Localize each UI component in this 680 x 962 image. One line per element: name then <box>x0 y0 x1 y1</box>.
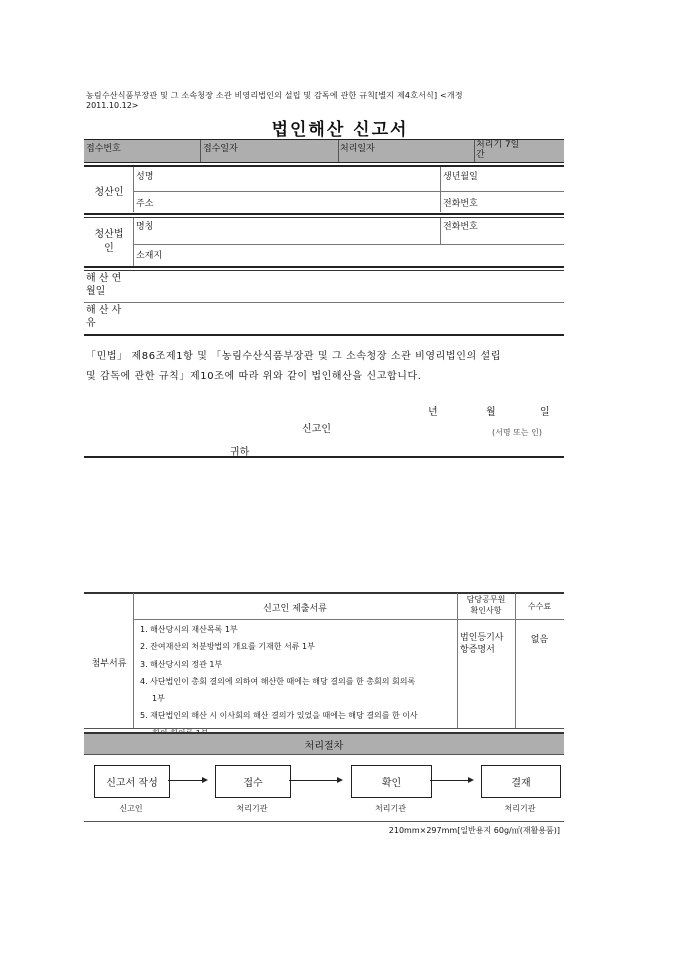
fee-header: 수수료 <box>527 602 552 611</box>
paper-spec: 210mm×297mm[일반용지 60g/㎡(재활용품)] <box>388 826 560 835</box>
step-box-approval: 결재 <box>481 765 561 798</box>
list-item: 5. 재단법인의 해산 시 이사회의 해산 결의가 있었을 때에는 해당 결의를 한 이사 <box>140 711 418 721</box>
process-date-label: 처리일자 <box>340 144 375 154</box>
arrow-icon <box>168 780 206 781</box>
form-title: 법인해산 신고서 <box>271 120 409 140</box>
receipt-date-label: 접수일자 <box>203 144 238 154</box>
dissolution-reason-label: 해 산 사 유 <box>86 305 122 329</box>
step-box-receipt: 접수 <box>215 765 291 798</box>
liquidator-section-label: 청산인 <box>94 187 124 198</box>
corp-phone-label: 전화번호 <box>443 222 478 232</box>
step-actor: 신고인 <box>119 804 143 813</box>
declaration-line-1: 「민법」 제86조제1항 및 「농림수산식품부장관 및 그 소속청장 소관 비영리법인의 설립 <box>86 351 502 362</box>
process-period-label: 처리기 7일 간 <box>476 140 520 160</box>
regulation-line-1: 농림수산식품부장관 및 그 소속청장 소관 비영리법인의 설립 및 감독에 관한 규칙[별지 제4호서식] <개정 <box>86 91 463 100</box>
receipt-number-label: 접수번호 <box>86 144 121 154</box>
liquidator-address-label: 주소 <box>136 199 154 209</box>
attachments-row-label: 첨부서류 <box>91 659 127 669</box>
declaration-line-2: 및 감독에 관한 규칙」제10조에 따라 위와 같이 법인해산을 신고합니다. <box>86 371 422 382</box>
dissolution-date-label: 해 산 연 월일 <box>86 273 122 297</box>
step-box-write: 신고서 작성 <box>94 765 170 798</box>
step-actor: 처리기관 <box>504 804 536 813</box>
step-actor: 처리기관 <box>375 804 406 813</box>
date-month-label: 월 <box>486 407 496 418</box>
regulation-line-2: 2011.10.12> <box>86 101 139 110</box>
list-item: 1부 <box>152 694 165 704</box>
liquidator-phone-label: 전화번호 <box>443 199 478 209</box>
arrow-icon <box>430 780 472 781</box>
official-check-item: 법인등기사 항증명서 <box>460 633 504 655</box>
list-item: 2. 잔여재산의 처분방법의 개요를 기재한 서류 1부 <box>140 642 315 652</box>
step-box-confirm: 확인 <box>351 765 432 798</box>
reporter-label: 신고인 <box>302 424 331 435</box>
liquidator-name-label: 성명 <box>136 172 154 182</box>
arrow-icon <box>289 780 341 781</box>
list-item: 3. 해산당시의 정관 1부 <box>140 659 223 669</box>
fee-value: 없음 <box>530 635 549 645</box>
procedure-title: 처리절차 <box>84 734 564 754</box>
date-year-label: 년 <box>428 407 438 418</box>
liquidator-birth-label: 생년월일 <box>443 172 478 182</box>
list-item: 1. 해산당시의 재산목록 1부 <box>140 625 238 634</box>
step-actor: 처리기관 <box>236 804 268 813</box>
addressee-label: 귀하 <box>230 447 250 458</box>
list-item: 4. 사단법인이 총회 결의에 의하여 해산한 때에는 해당 결의를 한 총회의 회의록 <box>140 676 416 686</box>
signature-note: (서명 또는 인) <box>492 428 542 437</box>
corp-name-label: 명칭 <box>136 222 154 232</box>
official-check-header: 담당공무원 확인사항 <box>466 595 506 615</box>
corp-location-label: 소재지 <box>136 251 163 261</box>
submit-docs-header: 신고인 제출서류 <box>263 604 327 614</box>
date-day-label: 일 <box>540 407 550 418</box>
liquidation-corp-section-label: 청산법 인 <box>94 229 124 254</box>
attachment-list <box>140 621 418 742</box>
